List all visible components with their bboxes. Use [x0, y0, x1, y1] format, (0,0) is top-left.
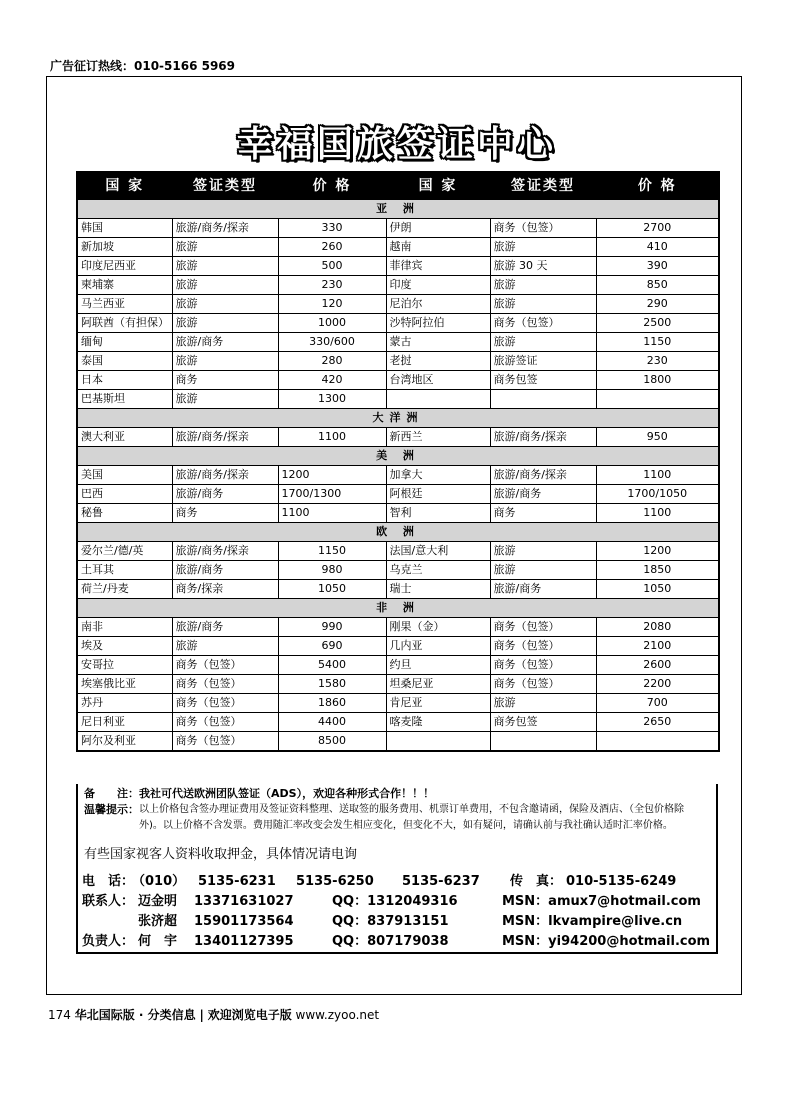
- price-cell: 1200: [596, 542, 719, 561]
- region-header: 美 洲: [77, 447, 719, 466]
- visa-type-cell: 旅游/商务: [172, 561, 278, 580]
- price-cell: 1580: [278, 675, 386, 694]
- visa-type-cell: 旅游/商务: [490, 580, 596, 599]
- phone-1: 5135-6231: [198, 874, 276, 889]
- visa-type-cell: 商务（包签）: [490, 637, 596, 656]
- country-cell: 柬埔寨: [77, 276, 172, 295]
- price-cell: 230: [278, 276, 386, 295]
- contact-person-1: 迈金明: [138, 894, 178, 909]
- price-cell: 2500: [596, 314, 719, 333]
- country-cell: 智利: [386, 504, 490, 523]
- country-cell: 苏丹: [77, 694, 172, 713]
- table-row: [77, 314, 719, 333]
- visa-type-cell: [490, 732, 596, 752]
- table-row: [77, 713, 719, 732]
- country-cell: 加拿大: [386, 466, 490, 485]
- manager-name: 何 宇: [138, 934, 178, 949]
- price-cell: 2650: [596, 713, 719, 732]
- visa-type-cell: 旅游: [490, 333, 596, 352]
- contact-row-2: [82, 912, 712, 932]
- country-cell: 新加坡: [77, 238, 172, 257]
- visa-type-cell: 商务（包签）: [172, 656, 278, 675]
- fax-number: 010-5135-6249: [566, 874, 677, 889]
- visa-type-cell: 旅游/商务: [172, 485, 278, 504]
- country-cell: 荷兰/丹麦: [77, 580, 172, 599]
- region-row-oceania: [77, 409, 719, 428]
- country-cell: 南非: [77, 618, 172, 637]
- country-cell: 越南: [386, 238, 490, 257]
- visa-type-cell: 商务: [172, 371, 278, 390]
- visa-type-cell: 旅游/商务/探亲: [172, 466, 278, 485]
- country-cell: 韩国: [77, 219, 172, 238]
- price-cell: 410: [596, 238, 719, 257]
- country-cell: [386, 732, 490, 752]
- country-cell: 埃及: [77, 637, 172, 656]
- tip: [84, 802, 710, 834]
- price-cell: 500: [278, 257, 386, 276]
- table-row: [77, 732, 719, 752]
- visa-type-cell: 旅游/商务/探亲: [490, 428, 596, 447]
- price-cell: 330: [278, 219, 386, 238]
- price-cell: 990: [278, 618, 386, 637]
- ad-hotline: 广告征订热线：010-5166 5969: [50, 59, 236, 73]
- region-header: 大洋洲: [77, 409, 719, 428]
- visa-type-cell: 商务: [490, 504, 596, 523]
- country-cell: 尼泊尔: [386, 295, 490, 314]
- visa-type-cell: 旅游/商务/探亲: [490, 466, 596, 485]
- country-cell: 法国/意大利: [386, 542, 490, 561]
- price-cell: 5400: [278, 656, 386, 675]
- visa-type-cell: 商务（包签）: [172, 713, 278, 732]
- price-cell: 2200: [596, 675, 719, 694]
- visa-type-cell: 旅游: [490, 542, 596, 561]
- country-cell: 喀麦隆: [386, 713, 490, 732]
- fax-label: 传 真：: [510, 874, 563, 889]
- country-cell: 肯尼亚: [386, 694, 490, 713]
- price-cell: 690: [278, 637, 386, 656]
- country-cell: 阿联酋（有担保）: [77, 314, 172, 333]
- country-cell: 老挝: [386, 352, 490, 371]
- price-cell: 2700: [596, 219, 719, 238]
- country-cell: 约旦: [386, 656, 490, 675]
- manager-msn: MSN：yi94200@hotmail.com: [502, 934, 711, 949]
- price-cell: 2100: [596, 637, 719, 656]
- visa-type-cell: 商务（包签）: [490, 675, 596, 694]
- visa-type-cell: 旅游: [490, 238, 596, 257]
- phone-2: 5135-6250: [296, 874, 374, 889]
- table-row: [77, 694, 719, 713]
- visa-type-cell: 旅游: [172, 238, 278, 257]
- country-cell: 马兰西亚: [77, 295, 172, 314]
- contact-label: 联系人：: [82, 894, 135, 909]
- visa-type-cell: 旅游/商务/探亲: [172, 428, 278, 447]
- visa-type-cell: 商务（包签）: [172, 732, 278, 752]
- price-cell: 4400: [278, 713, 386, 732]
- page-number: 174: [48, 1008, 71, 1022]
- price-cell: 980: [278, 561, 386, 580]
- country-cell: 沙特阿拉伯: [386, 314, 490, 333]
- contact-block: [82, 872, 712, 952]
- visa-type-cell: 商务（包签）: [490, 314, 596, 333]
- remark-text: 我社可代送欧洲团队签证（ADS），欢迎各种形式合作！！！: [139, 787, 435, 800]
- country-cell: 土耳其: [77, 561, 172, 580]
- visa-type-cell: 商务: [172, 504, 278, 523]
- table-header-row: [77, 172, 719, 200]
- tip-text: 以上价格包含签办理证费用及签证资料整理、送取签的服务费用、机票订单费用，不包含邀请函，保险及酒店、（全包价格除外)。以上价格不含发票。费用随汇率改变会发生相应变化，但变化不大，如有疑问，请确认前与我社确认适时汇率价格。: [139, 804, 684, 831]
- country-cell: 秘鲁: [77, 504, 172, 523]
- region-row-europe: [77, 523, 719, 542]
- country-cell: 澳大利亚: [77, 428, 172, 447]
- price-cell: 2080: [596, 618, 719, 637]
- contact-person-2: 张济超: [138, 914, 178, 929]
- visa-type-cell: 旅游/商务/探亲: [172, 219, 278, 238]
- visa-type-cell: 商务（包签）: [490, 618, 596, 637]
- price-cell: 390: [596, 257, 719, 276]
- price-cell: [596, 732, 719, 752]
- visa-type-cell: 商务包签: [490, 371, 596, 390]
- country-cell: 几内亚: [386, 637, 490, 656]
- price-cell: [596, 390, 719, 409]
- visa-type-cell: 旅游/商务: [172, 333, 278, 352]
- manager-qq: QQ：807179038: [332, 934, 449, 949]
- website-link[interactable]: www.zyoo.net: [295, 1008, 380, 1022]
- visa-type-cell: 旅游: [172, 314, 278, 333]
- price-cell: 1300: [278, 390, 386, 409]
- price-cell: 1050: [596, 580, 719, 599]
- price-cell: 1700/1050: [596, 485, 719, 504]
- region-header: 欧 洲: [77, 523, 719, 542]
- visa-type-cell: 商务（包签）: [490, 219, 596, 238]
- visa-type-cell: 旅游: [172, 390, 278, 409]
- visa-type-cell: 旅游/商务: [172, 618, 278, 637]
- price-cell: 700: [596, 694, 719, 713]
- footer-tagline: 欢迎浏览电子版: [207, 1008, 292, 1022]
- price-cell: 1860: [278, 694, 386, 713]
- price-cell: 8500: [278, 732, 386, 752]
- country-cell: 台湾地区: [386, 371, 490, 390]
- visa-type-cell: 旅游: [490, 694, 596, 713]
- visa-type-cell: 旅游: [490, 561, 596, 580]
- price-cell: 1100: [278, 504, 386, 523]
- contact-mobile-2: 15901173564: [194, 914, 294, 929]
- table-row: [77, 276, 719, 295]
- visa-type-cell: 旅游: [172, 637, 278, 656]
- country-cell: 日本: [77, 371, 172, 390]
- price-cell: 1800: [596, 371, 719, 390]
- visa-type-cell: 商务（包签）: [172, 675, 278, 694]
- page-title: 幸福国旅签证中心: [236, 124, 557, 165]
- visa-type-cell: 商务包签: [490, 713, 596, 732]
- table-row: [77, 675, 719, 694]
- country-cell: 尼日利亚: [77, 713, 172, 732]
- country-cell: 印度尼西亚: [77, 257, 172, 276]
- price-cell: 290: [596, 295, 719, 314]
- country-cell: 乌克兰: [386, 561, 490, 580]
- contact-mobile-1: 13371631027: [194, 894, 294, 909]
- country-cell: 刚果（金）: [386, 618, 490, 637]
- contact-qq-2: QQ：837913151: [332, 914, 449, 929]
- visa-type-cell: 商务（包签）: [490, 656, 596, 675]
- contact-msn-2: MSN：lkvampire@live.cn: [502, 914, 683, 929]
- visa-type-cell: 商务/探亲: [172, 580, 278, 599]
- country-cell: 缅甸: [77, 333, 172, 352]
- country-cell: 新西兰: [386, 428, 490, 447]
- price-cell: 1100: [596, 466, 719, 485]
- footer-separator: |: [199, 1008, 204, 1022]
- visa-type-cell: 旅游: [172, 276, 278, 295]
- visa-type-cell: 旅游: [490, 295, 596, 314]
- deposit-note: 有些国家视客人资料收取押金，具体情况请电询: [84, 847, 358, 862]
- price-cell: 1850: [596, 561, 719, 580]
- edition-name: 华北国际版 · 分类信息: [74, 1008, 196, 1022]
- remark: [84, 786, 710, 802]
- country-cell: 安哥拉: [77, 656, 172, 675]
- manager-row: [82, 932, 712, 952]
- price-cell: 1150: [278, 542, 386, 561]
- header-visa-type: 签证类型: [490, 172, 596, 200]
- page-footer: [48, 1006, 379, 1023]
- table-row: [77, 390, 719, 409]
- price-cell: 1100: [596, 504, 719, 523]
- price-cell: 1200: [278, 466, 386, 485]
- visa-type-cell: 旅游: [172, 257, 278, 276]
- phone-area: （010）: [132, 874, 186, 889]
- price-cell: 1700/1300: [278, 485, 386, 504]
- price-cell: 1100: [278, 428, 386, 447]
- country-cell: 坦桑尼亚: [386, 675, 490, 694]
- remark-label: 备 注：: [84, 787, 139, 800]
- table-row: [77, 295, 719, 314]
- table-row: [77, 257, 719, 276]
- price-cell: 280: [278, 352, 386, 371]
- price-cell: 950: [596, 428, 719, 447]
- table-row: [77, 238, 719, 257]
- phone-row: [82, 872, 712, 892]
- region-row-asia: [77, 200, 719, 219]
- manager-label: 负责人：: [82, 934, 135, 949]
- country-cell: [386, 390, 490, 409]
- contact-msn-1: MSN：amux7@hotmail.com: [502, 894, 701, 909]
- table-row: [77, 333, 719, 352]
- price-cell: 1150: [596, 333, 719, 352]
- header-price: 价 格: [596, 172, 719, 200]
- region-header: 亚 洲: [77, 200, 719, 219]
- table-row: [77, 485, 719, 504]
- header-country: 国 家: [386, 172, 490, 200]
- manager-mobile: 13401127395: [194, 934, 294, 949]
- price-cell: 1000: [278, 314, 386, 333]
- contact-qq-1: QQ：1312049316: [332, 894, 458, 909]
- visa-type-cell: [490, 390, 596, 409]
- phone-label: 电 话：: [82, 874, 135, 889]
- country-cell: 美国: [77, 466, 172, 485]
- table-row: [77, 504, 719, 523]
- table-row: [77, 466, 719, 485]
- price-cell: 120: [278, 295, 386, 314]
- price-cell: 2600: [596, 656, 719, 675]
- price-cell: 330/600: [278, 333, 386, 352]
- country-cell: 伊朗: [386, 219, 490, 238]
- country-cell: 巴基斯坦: [77, 390, 172, 409]
- tip-label: 温馨提示：: [84, 803, 139, 816]
- visa-type-cell: 旅游: [172, 295, 278, 314]
- table-row: [77, 656, 719, 675]
- table-row: [77, 371, 719, 390]
- price-cell: 1050: [278, 580, 386, 599]
- region-row-africa: [77, 599, 719, 618]
- visa-type-cell: 旅游签证: [490, 352, 596, 371]
- country-cell: 菲律宾: [386, 257, 490, 276]
- price-cell: 230: [596, 352, 719, 371]
- price-cell: 260: [278, 238, 386, 257]
- country-cell: 阿尔及利亚: [77, 732, 172, 752]
- country-cell: 埃塞俄比亚: [77, 675, 172, 694]
- header-price: 价 格: [278, 172, 386, 200]
- visa-price-table: [76, 171, 720, 752]
- region-header: 非 洲: [77, 599, 719, 618]
- price-cell: 420: [278, 371, 386, 390]
- contact-row-1: [82, 892, 712, 912]
- country-cell: 瑞士: [386, 580, 490, 599]
- price-cell: 850: [596, 276, 719, 295]
- table-row: [77, 352, 719, 371]
- table-row: [77, 618, 719, 637]
- region-row-america: [77, 447, 719, 466]
- header-visa-type: 签证类型: [172, 172, 278, 200]
- country-cell: 爱尔兰/德/英: [77, 542, 172, 561]
- visa-type-cell: 旅游 30 天: [490, 257, 596, 276]
- table-row: [77, 542, 719, 561]
- table-row: [77, 428, 719, 447]
- country-cell: 泰国: [77, 352, 172, 371]
- visa-type-cell: 旅游: [490, 276, 596, 295]
- country-cell: 印度: [386, 276, 490, 295]
- table-row: [77, 561, 719, 580]
- country-cell: 蒙古: [386, 333, 490, 352]
- table-row: [77, 637, 719, 656]
- visa-type-cell: 商务（包签）: [172, 694, 278, 713]
- header-country: 国 家: [77, 172, 172, 200]
- country-cell: 巴西: [77, 485, 172, 504]
- visa-type-cell: 旅游/商务: [490, 485, 596, 504]
- table-row: [77, 219, 719, 238]
- table-row: [77, 580, 719, 599]
- phone-3: 5135-6237: [402, 874, 480, 889]
- country-cell: 阿根廷: [386, 485, 490, 504]
- visa-type-cell: 旅游: [172, 352, 278, 371]
- visa-type-cell: 旅游/商务/探亲: [172, 542, 278, 561]
